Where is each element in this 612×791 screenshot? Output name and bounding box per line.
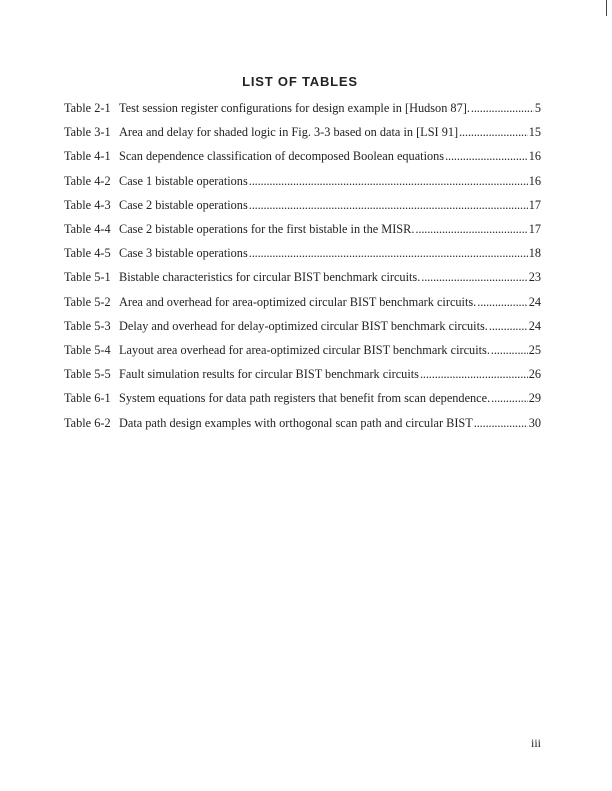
page-reference: 24	[528, 294, 541, 309]
list-item[interactable]	[64, 246, 541, 262]
dot-leader	[249, 246, 528, 261]
page-reference: 24	[528, 318, 541, 333]
table-caption: Case 3 bistable operations	[119, 246, 248, 261]
page-reference: 30	[528, 415, 541, 430]
dot-leader	[477, 295, 527, 310]
dot-leader	[491, 391, 528, 406]
dot-leader	[459, 125, 528, 140]
table-number: Table 6-1	[64, 391, 111, 406]
page-reference: 17	[528, 197, 541, 212]
page-reference: 16	[528, 149, 541, 164]
dot-leader	[445, 149, 528, 164]
table-caption: Case 1 bistable operations	[119, 173, 248, 188]
dot-leader	[491, 343, 528, 358]
dot-leader	[489, 319, 528, 334]
page-reference: 18	[528, 246, 541, 261]
table-number: Table 5-4	[64, 343, 111, 357]
list-item[interactable]	[64, 416, 541, 432]
table-number: Table 5-5	[64, 367, 111, 382]
list-item[interactable]	[64, 125, 541, 141]
table-caption: Area and delay for shaded logic in Fig. 3-3 based on data in [LSI 91]	[119, 125, 459, 140]
page-number: iii	[531, 736, 542, 750]
dot-leader	[249, 198, 528, 213]
table-caption: Bistable characteristics for circular BIST benchmark circuits.	[119, 270, 421, 285]
list-item[interactable]	[64, 270, 541, 286]
table-number: Table 5-1	[64, 270, 111, 285]
list-item[interactable]	[64, 222, 541, 238]
table-number: Table 4-3	[64, 197, 111, 212]
table-number: Table 6-2	[64, 415, 111, 430]
table-number: Table 4-2	[64, 173, 111, 188]
page-reference: 29	[528, 391, 541, 406]
dot-leader	[420, 367, 528, 382]
page-title: LIST OF TABLES	[242, 74, 358, 89]
list-item[interactable]	[64, 343, 541, 359]
dot-leader	[421, 270, 527, 285]
dot-leader	[474, 416, 528, 431]
table-number: Table 4-4	[64, 222, 111, 236]
table-caption: Test session register configurations for design example in [Hudson 87].	[119, 101, 470, 115]
table-number: Table 4-1	[64, 149, 111, 164]
table-number: Table 5-3	[64, 318, 111, 333]
table-caption: System equations for data path registers that benefit from scan dependence.	[119, 391, 491, 406]
table-number: Table 3-1	[64, 125, 111, 140]
list-item[interactable]	[64, 149, 541, 165]
list-item[interactable]	[64, 101, 541, 117]
list-item[interactable]	[64, 295, 541, 311]
list-item[interactable]	[64, 367, 541, 383]
dot-leader	[415, 222, 527, 237]
table-number: Table 5-2	[64, 294, 111, 309]
table-caption: Layout area overhead for area-optimized circular BIST benchmark circuits.	[119, 343, 490, 357]
table-caption: Fault simulation results for circular BIST benchmark circuits	[119, 367, 419, 382]
table-number: Table 4-5	[64, 246, 111, 261]
page-reference: 15	[528, 125, 541, 140]
table-caption: Data path design examples with orthogonal scan path and circular BIST	[119, 415, 473, 430]
list-item[interactable]	[64, 319, 541, 335]
page-reference: 17	[528, 222, 541, 236]
list-item[interactable]	[64, 198, 541, 214]
list-item[interactable]	[64, 174, 541, 190]
dot-leader	[249, 174, 528, 189]
page-reference: 23	[528, 270, 541, 285]
table-caption: Case 2 bistable operations	[119, 197, 248, 212]
page-reference: 25	[528, 343, 541, 357]
page-reference: 16	[528, 173, 541, 188]
table-caption: Area and overhead for area-optimized circular BIST benchmark circuits.	[119, 294, 477, 309]
dot-leader	[471, 101, 534, 116]
page-reference: 26	[528, 367, 541, 382]
page-edge-mark	[606, 0, 607, 16]
table-caption: Case 2 bistable operations for the first bistable in the MISR.	[119, 222, 415, 236]
table-number: Table 2-1	[64, 101, 111, 115]
list-item[interactable]	[64, 391, 541, 407]
table-caption: Delay and overhead for delay-optimized circular BIST benchmark circuits.	[119, 318, 488, 333]
table-caption: Scan dependence classification of decomposed Boolean equations	[119, 149, 445, 164]
page-reference: 5	[534, 101, 541, 115]
